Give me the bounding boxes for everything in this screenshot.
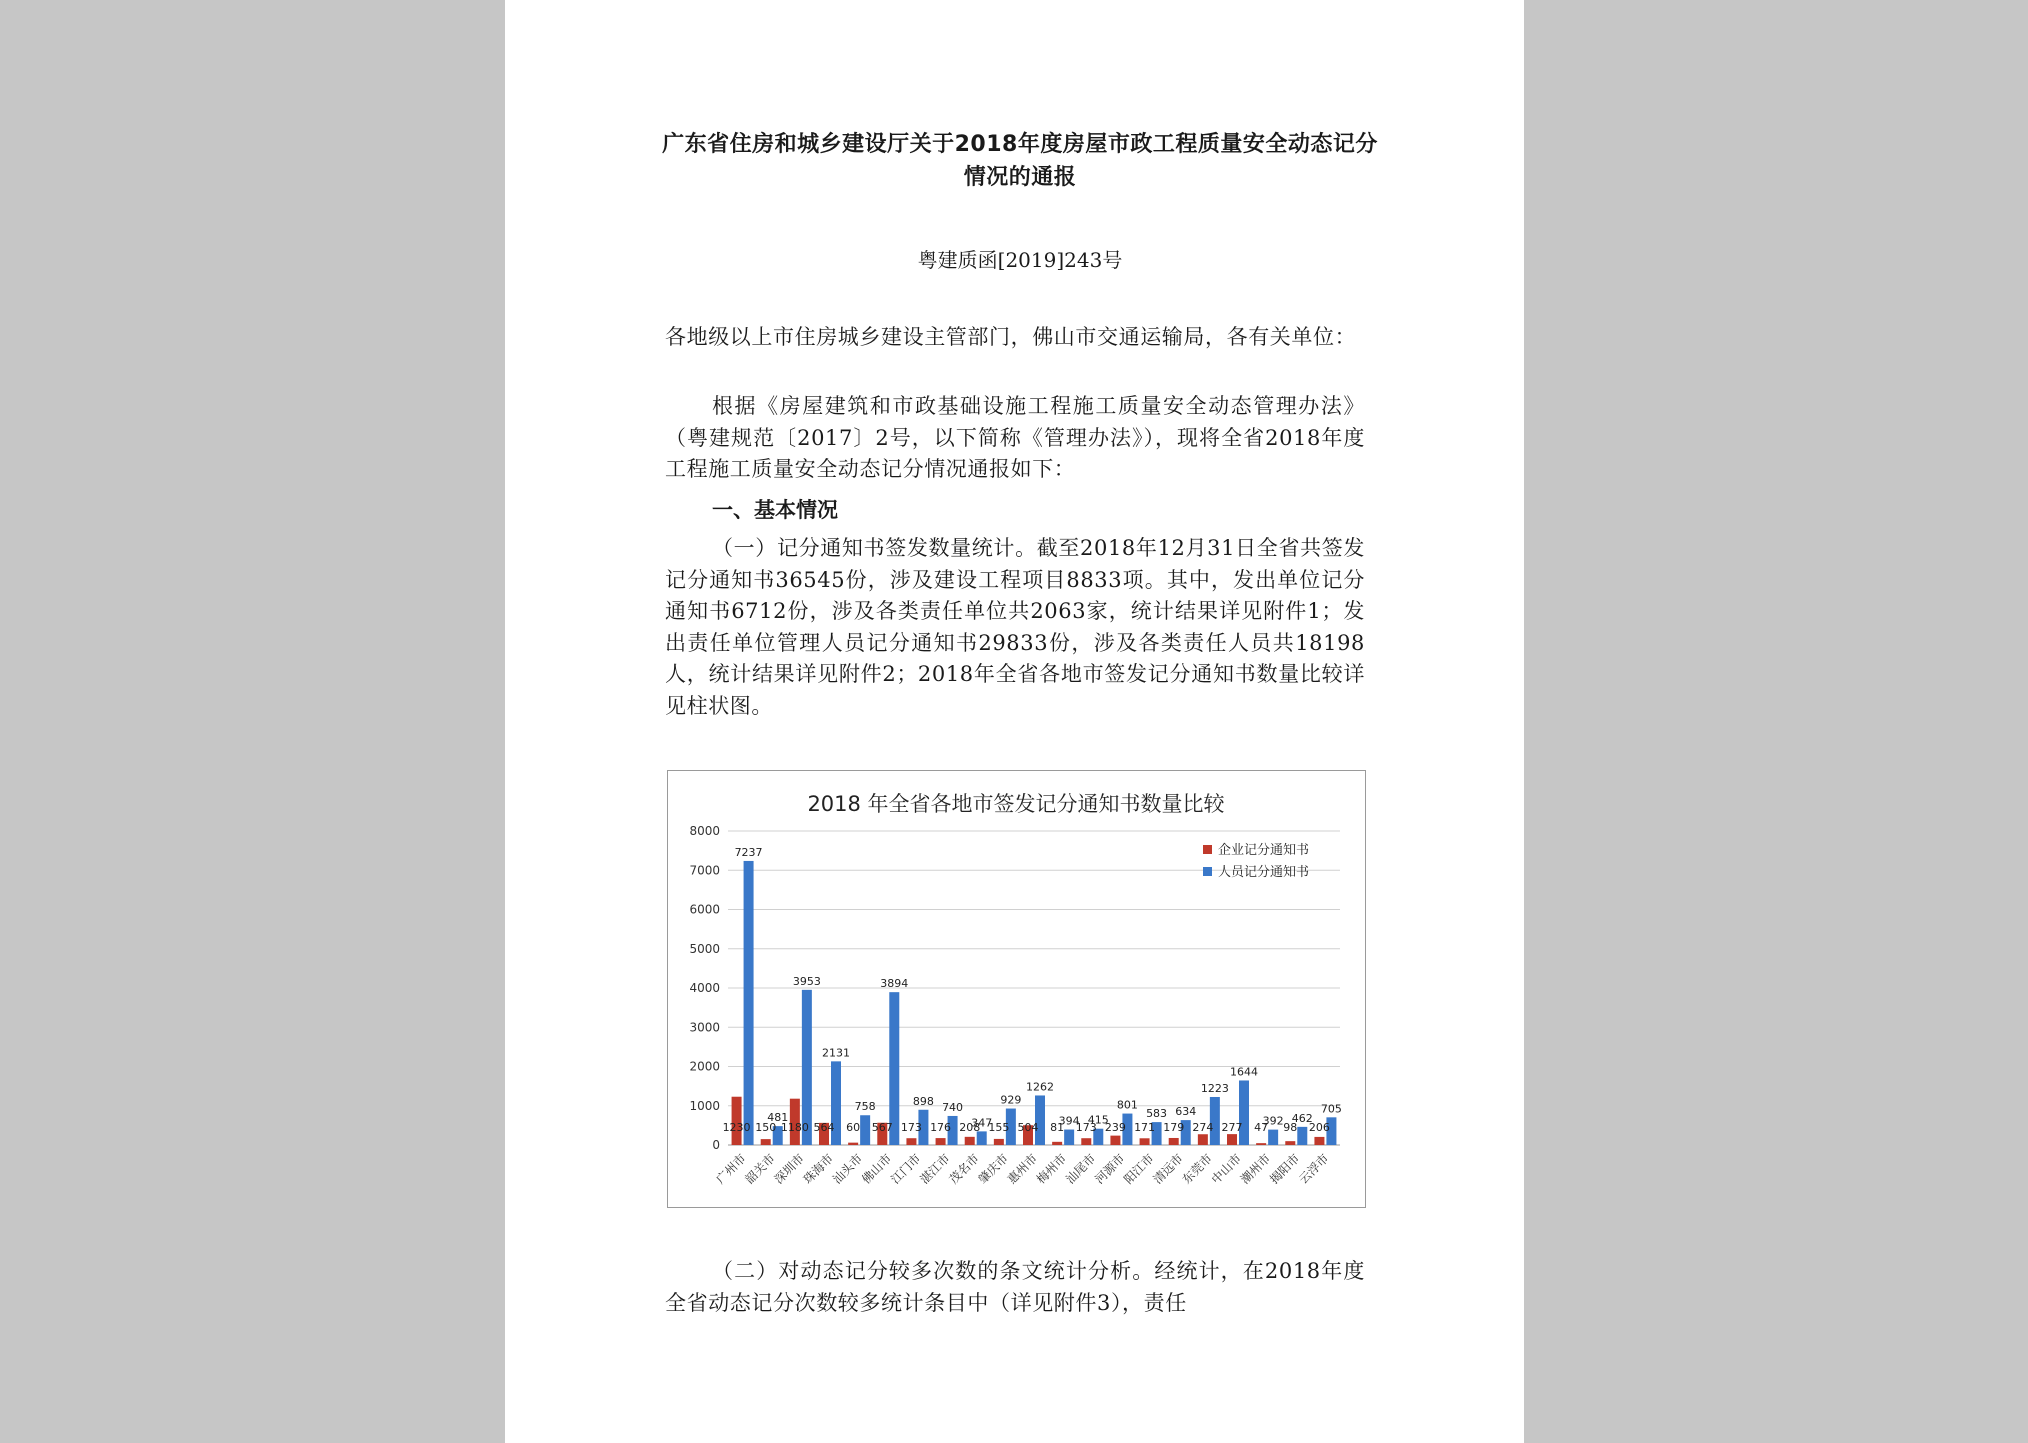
chart-svg bbox=[668, 771, 1365, 1207]
data-label-enterprise: 274 bbox=[1192, 1121, 1214, 1134]
x-tick-label: 汕头市 bbox=[829, 1151, 866, 1187]
x-tick-label: 云浮市 bbox=[1296, 1151, 1332, 1187]
addressee: 各地级以上市住房城乡建设主管部门，佛山市交通运输局，各有关单位： bbox=[665, 325, 1357, 349]
bar-enterprise bbox=[1256, 1143, 1266, 1145]
data-label-personnel: 3894 bbox=[880, 977, 909, 991]
data-label-personnel: 740 bbox=[942, 1100, 964, 1114]
x-tick-label: 潮州市 bbox=[1237, 1151, 1274, 1187]
data-label-personnel: 705 bbox=[1320, 1102, 1342, 1116]
y-tick-label: 7000 bbox=[689, 863, 720, 878]
data-label-personnel: 758 bbox=[854, 1100, 876, 1114]
bar-personnel bbox=[744, 861, 754, 1145]
x-tick-label: 惠州市 bbox=[1004, 1151, 1041, 1187]
data-label-personnel: 801 bbox=[1116, 1098, 1138, 1112]
bar-chart bbox=[667, 770, 1366, 1208]
data-label-personnel: 3953 bbox=[792, 974, 821, 988]
bar-enterprise bbox=[994, 1139, 1004, 1145]
bar-enterprise bbox=[1140, 1138, 1150, 1145]
data-label-personnel: 2131 bbox=[822, 1046, 850, 1060]
data-label-enterprise: 155 bbox=[988, 1121, 1010, 1134]
data-label-personnel: 415 bbox=[1087, 1113, 1109, 1127]
data-label-enterprise: 208 bbox=[959, 1121, 981, 1134]
legend-swatch bbox=[1203, 867, 1212, 876]
data-label-enterprise: 150 bbox=[755, 1121, 777, 1134]
x-tick-label: 河源市 bbox=[1092, 1151, 1128, 1187]
bar-enterprise bbox=[1110, 1136, 1120, 1145]
data-label-enterprise: 173 bbox=[1075, 1121, 1097, 1134]
data-label-personnel: 394 bbox=[1058, 1114, 1080, 1128]
legend-label: 人员记分通知书 bbox=[1218, 865, 1310, 880]
bar-enterprise bbox=[1081, 1138, 1091, 1145]
data-label-enterprise: 567 bbox=[871, 1121, 893, 1134]
bar-enterprise bbox=[936, 1138, 946, 1145]
data-label-enterprise: 171 bbox=[1134, 1121, 1156, 1134]
bar-personnel bbox=[1064, 1130, 1074, 1145]
bar-enterprise bbox=[761, 1139, 771, 1145]
data-label-personnel: 1262 bbox=[1026, 1080, 1054, 1094]
bar-enterprise bbox=[1314, 1137, 1324, 1145]
y-tick-label: 4000 bbox=[689, 981, 720, 995]
data-label-personnel: 583 bbox=[1146, 1107, 1168, 1121]
chart-title: 2018 年全省各地市签发记分通知书数量比较 bbox=[807, 792, 1225, 816]
y-tick-label: 8000 bbox=[689, 824, 720, 838]
document-title: 广东省住房和城乡建设厅关于2018年度房屋市政工程质量安全动态记分情况的通报 bbox=[662, 132, 1378, 190]
x-tick-label: 东莞市 bbox=[1179, 1151, 1215, 1187]
data-label-enterprise: 60 bbox=[846, 1121, 861, 1134]
data-label-enterprise: 1230 bbox=[722, 1121, 751, 1134]
data-label-enterprise: 239 bbox=[1104, 1121, 1126, 1134]
y-tick-label: 1000 bbox=[689, 1098, 720, 1113]
bar-enterprise bbox=[906, 1138, 916, 1145]
document-number: 粤建质函[2019]243号 bbox=[917, 248, 1123, 272]
data-label-enterprise: 206 bbox=[1308, 1121, 1330, 1134]
bar-enterprise bbox=[1227, 1134, 1237, 1145]
paragraph-2: （二）对动态记分较多次数的条文统计分析。经统计，在2018年度全省动态记分次数较多统计条目中（详见附件3），责任 bbox=[665, 1259, 1365, 1315]
data-label-enterprise: 1180 bbox=[780, 1121, 809, 1134]
y-tick-label: 0 bbox=[712, 1138, 720, 1152]
bar-personnel bbox=[1297, 1127, 1307, 1145]
bar-enterprise bbox=[1052, 1142, 1062, 1145]
y-tick-label: 6000 bbox=[689, 902, 720, 917]
data-label-personnel: 7237 bbox=[734, 845, 763, 859]
x-tick-label: 珠海市 bbox=[800, 1151, 837, 1187]
bar-personnel bbox=[1268, 1130, 1278, 1145]
data-label-personnel: 392 bbox=[1262, 1114, 1284, 1128]
data-label-enterprise: 173 bbox=[900, 1121, 922, 1134]
bar-personnel bbox=[1239, 1080, 1249, 1145]
x-tick-label: 广州市 bbox=[713, 1151, 749, 1187]
data-label-enterprise: 81 bbox=[1050, 1121, 1065, 1134]
x-tick-label: 深圳市 bbox=[771, 1151, 807, 1187]
data-label-personnel: 929 bbox=[1000, 1093, 1022, 1107]
y-tick-label: 5000 bbox=[689, 941, 720, 956]
bar-enterprise bbox=[1169, 1138, 1179, 1145]
data-label-personnel: 1223 bbox=[1200, 1081, 1229, 1095]
bar-enterprise bbox=[1285, 1141, 1295, 1145]
x-tick-label: 清远市 bbox=[1150, 1151, 1186, 1187]
legend-swatch bbox=[1203, 845, 1212, 854]
data-label-enterprise: 504 bbox=[1017, 1121, 1039, 1134]
paragraph-1: （一）记分通知书签发数量统计。截至2018年12月31日全省共签发记分通知书36545份，涉及建设工程项目8833项。其中，发出单位记分通知书6712份，涉及各类责任单位共2063家，统计结果详见附件1；发出责任单位管理人员记分通知书29833份，涉及各类责任人员共18198人，统计结果详见附件2；2018年全省各地市签发记分通知书数量比较详见柱状图。 bbox=[665, 536, 1365, 718]
x-tick-label: 梅州市 bbox=[1033, 1151, 1070, 1187]
data-label-personnel: 634 bbox=[1175, 1105, 1197, 1119]
data-label-personnel: 462 bbox=[1291, 1111, 1313, 1125]
data-label-personnel: 898 bbox=[912, 1094, 934, 1108]
section-heading: 一、基本情况 bbox=[712, 498, 838, 522]
x-tick-label: 中山市 bbox=[1208, 1151, 1245, 1187]
data-label-personnel: 1644 bbox=[1230, 1065, 1258, 1079]
data-label-enterprise: 98 bbox=[1283, 1121, 1298, 1134]
x-tick-label: 阳江市 bbox=[1121, 1151, 1157, 1187]
data-label-enterprise: 47 bbox=[1254, 1121, 1269, 1134]
bar-enterprise bbox=[965, 1137, 975, 1145]
legend-label: 企业记分通知书 bbox=[1218, 843, 1310, 858]
intro-paragraph: 根据《房屋建筑和市政基础设施工程施工质量安全动态管理办法》（粤建规范〔2017〕2号，以下简称《管理办法》），现将全省2018年度工程施工质量安全动态记分情况通报如下： bbox=[665, 394, 1365, 481]
x-tick-label: 茂名市 bbox=[946, 1151, 982, 1187]
data-label-enterprise: 277 bbox=[1221, 1121, 1243, 1134]
data-label-enterprise: 564 bbox=[813, 1121, 835, 1134]
x-tick-label: 江门市 bbox=[888, 1151, 924, 1187]
bar-personnel bbox=[860, 1115, 870, 1145]
x-tick-label: 韶关市 bbox=[742, 1151, 778, 1187]
x-tick-label: 揭阳市 bbox=[1267, 1151, 1303, 1187]
x-tick-label: 肇庆市 bbox=[975, 1151, 1011, 1187]
data-label-personnel: 481 bbox=[767, 1111, 789, 1125]
y-tick-label: 2000 bbox=[689, 1059, 720, 1074]
y-tick-label: 3000 bbox=[689, 1020, 720, 1035]
bar-enterprise bbox=[848, 1143, 858, 1145]
data-label-enterprise: 179 bbox=[1163, 1121, 1185, 1134]
data-label-personnel: 347 bbox=[971, 1116, 993, 1130]
x-tick-label: 佛山市 bbox=[859, 1151, 895, 1187]
x-tick-label: 汕尾市 bbox=[1063, 1151, 1099, 1187]
x-tick-label: 湛江市 bbox=[917, 1151, 953, 1187]
data-label-enterprise: 176 bbox=[930, 1121, 952, 1134]
bar-enterprise bbox=[1198, 1134, 1208, 1145]
